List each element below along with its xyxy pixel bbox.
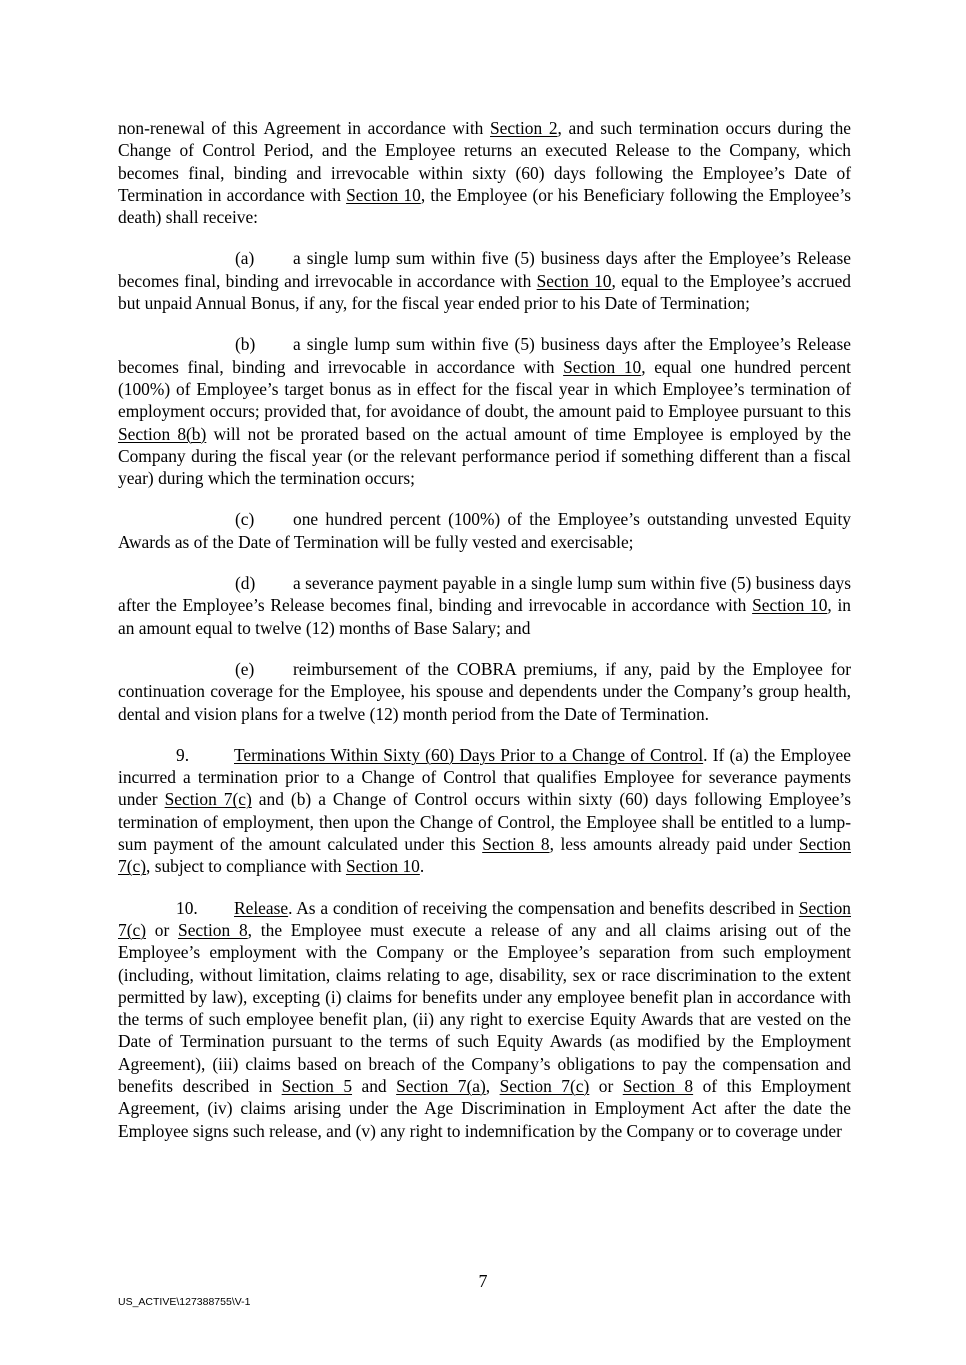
text: or xyxy=(589,1075,623,1096)
clause-a xyxy=(118,247,851,314)
text: , in an amount equal to twelve (12) months of Base Salary; and xyxy=(118,595,851,638)
text: , the Employee must execute a release of any and all claims arising out of the Employee’s employment with the Company or the Employee’s separation from such employment (including, without limitation, claims relating to age, disability, sex or race discrimination to the extent permitted by law), excepting (i) claims for benefits under any employee benefit plan in accordance with the terms of such employee benefit plan, (ii) any right to exercise Equity Awards that are vested on the Date of Termination pursuant to the terms of such Equity Awards (as modified by the Employment Agreement), (iii) claims based on breach of the Company’s obligations to pay the compensation and benefits described in xyxy=(118,919,851,1096)
section-10-reference: Section 10 xyxy=(752,595,828,616)
text: reimbursement of the COBRA premiums, if any, paid by the Employee for continuation coverage for the Employee, his spouse and dependents under the Company’s group health, dental and vision plans for a twelve (12) month period from the Date of Termination. xyxy=(118,658,851,724)
section-7c-reference: Section 7(c) xyxy=(118,834,851,877)
text: . If (a) the Employee incurred a termination prior to a Change of Control that qualifies Employee for severance payments under xyxy=(118,744,851,810)
clause-c xyxy=(118,508,851,553)
text: and (b) a Change of Control occurs within sixty (60) days following Employee’s termination of employment, then upon the Change of Control, the Employee shall be entitled to a lump-sum payment of the amount calculated under this xyxy=(118,789,851,855)
text: , xyxy=(485,1075,500,1096)
section-number: 9. xyxy=(176,744,190,765)
page-number: 7 xyxy=(478,1271,488,1291)
section-8b-reference: Section 8(b) xyxy=(118,423,207,444)
clause-label: (a) xyxy=(235,248,255,269)
clause-label: (e) xyxy=(235,658,255,679)
document-body xyxy=(118,117,851,1161)
section-5-reference: Section 5 xyxy=(281,1075,353,1096)
text: or xyxy=(146,919,179,940)
text: will not be prorated based on the actual amount of time Employee is employed by the Company during the fiscal year (or the relevant performance period if something different than a fiscal year) during which the termination occurs; xyxy=(118,423,851,489)
text: , the Employee (or his Beneficiary following the Employee’s death) shall receive: xyxy=(118,184,851,228)
clause-e xyxy=(118,658,851,725)
paragraph-continuation xyxy=(118,117,851,228)
section-9 xyxy=(118,744,851,878)
section-heading: Terminations Within Sixty (60) Days Prior to a Change of Control xyxy=(234,744,704,765)
text: , less amounts already paid under xyxy=(549,834,799,855)
text: of this Employment Agreement, (iv) claims arising under the Age Discrimination in Employment Act after the date the Employee signs such release, and (v) any right to indemnification by the Company or to coverage under xyxy=(118,1075,852,1141)
section-7c-reference: Section 7(c) xyxy=(118,897,851,940)
clause-b xyxy=(118,333,851,489)
section-7c-reference: Section 7(c) xyxy=(499,1075,590,1096)
section-10-reference: Section 10 xyxy=(345,856,420,877)
text: , equal to the Employee’s accrued but unpaid Annual Bonus, if any, for the fiscal year ended prior to his Date of Termination; xyxy=(118,270,852,314)
text: non-renewal of this Agreement in accordance with xyxy=(118,118,491,138)
section-10 xyxy=(118,897,851,1142)
section-10-reference: Section 10 xyxy=(536,270,612,291)
text: and xyxy=(352,1075,397,1096)
section-8-reference: Section 8 xyxy=(178,919,248,940)
section-7c-reference: Section 7(c) xyxy=(164,789,252,810)
text: . As a condition of receiving the compensation and benefits described in xyxy=(288,897,799,918)
text: , and such termination occurs during the Change of Control Period, and the Employee returns an executed Release to the Company, which becomes final, binding and irrevocable within sixty (60) days following the Employee’s Date of Termination in accordance with xyxy=(118,118,851,205)
text: a severance payment payable in a single lump sum within five (5) business days after the Employee’s Release becomes final, binding and irrevocable in accordance with xyxy=(118,573,851,616)
section-10-reference: Section 10 xyxy=(563,356,642,377)
clause-label: (c) xyxy=(235,509,255,530)
text: a single lump sum within five (5) business days after the Employee’s Release becomes final, binding and irrevocable in accordance with xyxy=(118,248,851,291)
document-id: US_ACTIVE\127388755\V-1 xyxy=(118,1296,251,1308)
text: a single lump sum within five (5) business days after the Employee’s Release becomes final, binding and irrevocable in accordance with xyxy=(118,334,851,377)
clause-label: (b) xyxy=(235,334,256,355)
section-8-reference: Section 8 xyxy=(482,834,550,855)
clause-label: (d) xyxy=(235,573,256,594)
section-7a-reference: Section 7(a) xyxy=(396,1075,486,1096)
section-heading: Release xyxy=(234,897,289,918)
text: . xyxy=(419,856,425,877)
section-8-reference: Section 8 xyxy=(622,1075,694,1096)
clause-d xyxy=(118,572,851,639)
section-number: 10. xyxy=(176,897,198,918)
text: , equal one hundred percent (100%) of Employee’s target bonus as in effect for the fiscal year in which Employee’s termination of employment occurs; provided that, for avoidance of doubt, the amount paid to Employee pursuant to this xyxy=(118,356,851,422)
text: one hundred percent (100%) of the Employee’s outstanding unvested Equity Awards as of the Date of Termination will be fully vested and exercisable; xyxy=(118,509,851,552)
text: , subject to compliance with xyxy=(146,856,346,877)
section-2-reference: Section 2 xyxy=(490,118,558,138)
section-10-reference: Section 10 xyxy=(346,184,421,205)
